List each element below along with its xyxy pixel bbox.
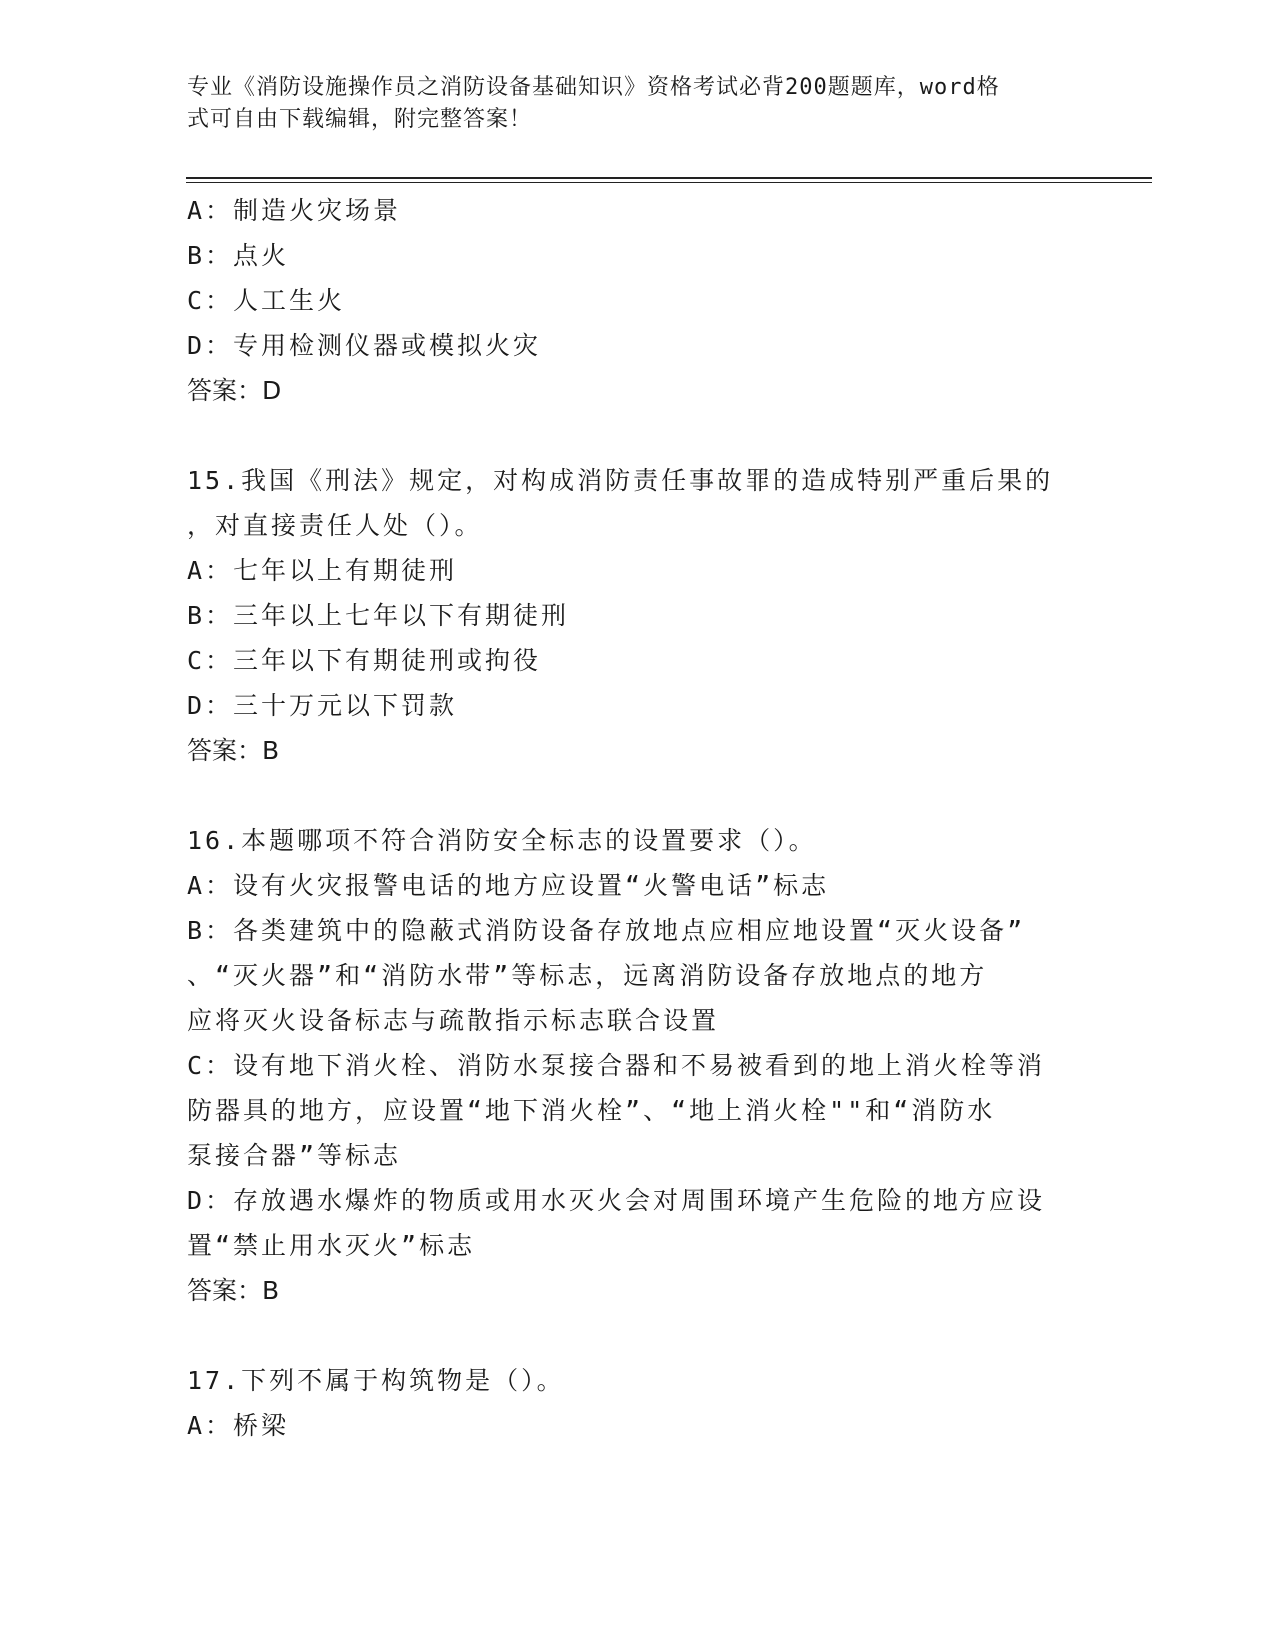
option-c: C：人工生火 — [187, 286, 346, 315]
option-d: D：存放遇水爆炸的物质或用水灭火会对周围环境产生危险的地方应设 — [187, 1186, 1046, 1215]
option-b-continued: 应将灭火设备标志与疏散指示标志联合设置 — [187, 1006, 720, 1035]
option-a: A：制造火灾场景 — [187, 196, 402, 225]
answer: 答案：D — [187, 376, 282, 405]
question-16 — [187, 818, 1087, 1313]
spacer — [187, 1313, 1087, 1358]
answer: 答案：B — [187, 736, 280, 765]
option-d: D：三十万元以下罚款 — [187, 691, 458, 720]
option-a: A：设有火灾报警电话的地方应设置“火警电话”标志 — [187, 871, 830, 900]
option-a: A：七年以上有期徒刑 — [187, 556, 458, 585]
option-c-continued: 防器具的地方，应设置“地下消火栓”、“地上消火栓""和“消防水 — [187, 1096, 996, 1125]
option-c-continued: 泵接合器”等标志 — [187, 1141, 402, 1170]
option-d-continued: 置“禁止用水灭火”标志 — [187, 1231, 476, 1260]
option-a: A：桥梁 — [187, 1411, 290, 1440]
option-b-continued: 、“灭火器”和“消防水带”等标志，远离消防设备存放地点的地方 — [187, 961, 988, 990]
question-15 — [187, 458, 1087, 773]
header-divider-thick — [186, 177, 1152, 179]
question-17 — [187, 1358, 1087, 1448]
option-c: C：设有地下消火栓、消防水泵接合器和不易被看到的地上消火栓等消 — [187, 1051, 1046, 1080]
question-stem: 16.本题哪项不符合消防安全标志的设置要求（）。 — [187, 826, 817, 855]
header-line-1: 专业《消防设施操作员之消防设备基础知识》资格考试必背200题题库，word格 — [187, 75, 1000, 100]
question-stem: 15.我国《刑法》规定，对构成消防责任事故罪的造成特别严重后果的 — [187, 466, 1054, 495]
document-header — [187, 72, 1067, 136]
spacer — [187, 413, 1087, 458]
question-stem-continued: ，对直接责任人处（）。 — [187, 511, 483, 540]
answer: 答案：B — [187, 1276, 280, 1305]
question-list — [187, 188, 1087, 1448]
header-line-2: 式可自由下载编辑，附完整答案！ — [187, 107, 533, 132]
option-b: B：各类建筑中的隐蔽式消防设备存放地点应相应地设置“灭火设备” — [187, 916, 1026, 945]
question-stem: 17.下列不属于构筑物是（）。 — [187, 1366, 565, 1395]
option-b: B：三年以上七年以下有期徒刑 — [187, 601, 570, 630]
question-14 — [187, 188, 1087, 413]
option-c: C：三年以下有期徒刑或拘役 — [187, 646, 542, 675]
option-b: B：点火 — [187, 241, 290, 270]
spacer — [187, 773, 1087, 818]
header-divider-thin — [186, 182, 1152, 183]
option-d: D：专用检测仪器或模拟火灾 — [187, 331, 542, 360]
